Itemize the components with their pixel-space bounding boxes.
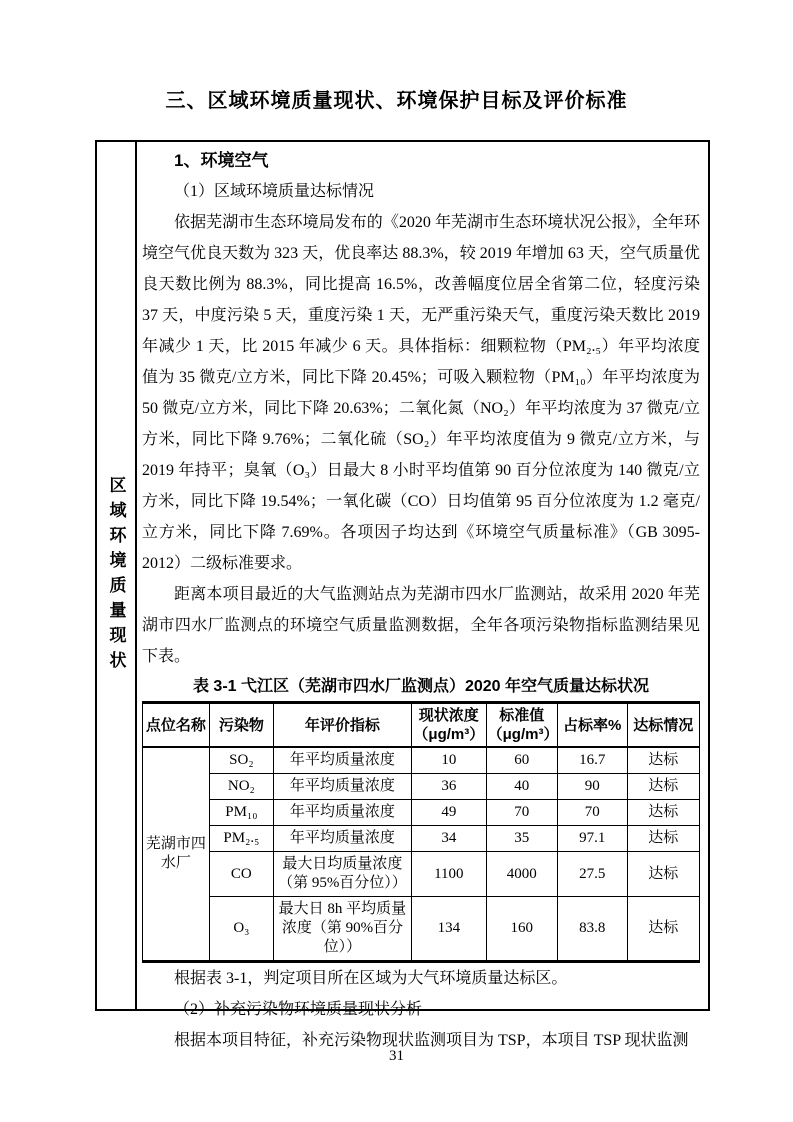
air-quality-table: [142, 701, 700, 963]
standard-cell: 40: [486, 774, 557, 800]
ratio-cell: 16.7: [557, 747, 627, 774]
subheading-supplementary: （2）补充污染物环境质量现状分析: [174, 1001, 423, 1018]
current-cell: 36: [412, 774, 487, 800]
table-row: [143, 747, 700, 774]
pollutant-cell: PM₁₀: [209, 800, 273, 826]
header-current-concentration: 现状浓度（μg/m³）: [412, 703, 487, 748]
indicator-cell: 最大日 8h 平均质量浓度（第 90%百分位））: [273, 897, 411, 962]
current-cell: 134: [412, 897, 487, 962]
main-content: [137, 142, 708, 1049]
page-title: 三、区域环境质量现状、环境保护目标及评价标准: [165, 90, 628, 112]
table-row: [143, 852, 700, 897]
header-standard-value: 标准值（μg/m³）: [486, 703, 557, 748]
status-cell: 达标: [627, 852, 699, 897]
site-name-cell: 芜湖市四水厂: [143, 747, 210, 962]
table-row: [143, 774, 700, 800]
table-caption: 表 3-1 弋江区（芜湖市四水厂监测点）2020 年空气质量达标状况: [192, 678, 650, 695]
ratio-cell: 97.1: [557, 826, 627, 852]
current-cell: 1100: [412, 852, 487, 897]
ratio-cell: 70: [557, 800, 627, 826]
sidebar: [97, 142, 137, 1009]
content-box: [95, 140, 710, 1049]
ratio-cell: 83.8: [557, 897, 627, 962]
indicator-cell: 最大日均质量浓度（第 95%百分位））: [273, 852, 411, 897]
current-cell: 34: [412, 826, 487, 852]
page-number: 31: [389, 1048, 404, 1064]
standard-cell: 160: [486, 897, 557, 962]
paragraph-overview: 依据芜湖市生态环境局发布的《2020 年芜湖市生态环境状况公报》，全年环境空气优良天数为 323 天，优良率达 88.3%，较 2019 年增加 63 天，空气质量优良天数比例为 88.3%，同比提高 16.5%，改善幅度位居全省第二位，轻度污染 37 天，中度污染 5 天，重度污染 1 天，无严重污染天气，重度污染天数比 2019 年减少 1 天，比 2015 年减少 6 天。具体指标：细颗粒物（PM₂.₅）年平均浓度值为 35 微克/立方米，同比下降 20.45%；可吸入颗粒物（PM₁₀）年平均浓度为 50 微克/立方米，同比下降 20.63%；二氧化氮（NO₂）年平均浓度为 37 微克/立方米，同比下降 9.76%；二氧化硫（SO₂）年平均浓度值为 9 微克/立方米，与 2019 年持平；臭氧（O₃）日最大 8 小时平均值第 90 百分位浓度为 140 微克/立方米，同比下降 19.54%；一氧化碳（CO）日均值第 95 百分位浓度为 1.2 毫克/立方米，同比下降 7.69%。各项因子均达到《环境空气质量标准》（GB 3095-2012）二级标准要求。: [142, 214, 700, 572]
pollutant-cell: NO₂: [209, 774, 273, 800]
sidebar-section-label: 区域环境质量现状: [106, 475, 126, 676]
header-pollutant: 污染物: [209, 703, 273, 748]
status-cell: 达标: [627, 774, 699, 800]
standard-cell: 35: [486, 826, 557, 852]
header-status: 达标情况: [627, 703, 699, 748]
current-cell: 10: [412, 747, 487, 774]
indicator-cell: 年平均质量浓度: [273, 747, 411, 774]
header-site: 点位名称: [143, 703, 210, 748]
pollutant-cell: O₃: [209, 897, 273, 962]
header-indicator: 年评价指标: [273, 703, 411, 748]
indicator-cell: 年平均质量浓度: [273, 826, 411, 852]
pollutant-cell: CO: [209, 852, 273, 897]
indicator-cell: 年平均质量浓度: [273, 800, 411, 826]
status-cell: 达标: [627, 826, 699, 852]
ratio-cell: 27.5: [557, 852, 627, 897]
standard-cell: 60: [486, 747, 557, 774]
table-row: [143, 800, 700, 826]
status-cell: 达标: [627, 800, 699, 826]
indicator-cell: 年平均质量浓度: [273, 774, 411, 800]
table-header-row: [143, 703, 700, 748]
pollutant-cell: SO₂: [209, 747, 273, 774]
paragraph-tsp: 根据本项目特征，补充污染物现状监测项目为 TSP，本项目 TSP 现状监测: [174, 1032, 689, 1049]
current-cell: 49: [412, 800, 487, 826]
pollutant-cell: PM₂.₅: [209, 826, 273, 852]
status-cell: 达标: [627, 747, 699, 774]
standard-cell: 70: [486, 800, 557, 826]
note-after-table: 根据表 3-1，判定项目所在区域为大气环境质量达标区。: [174, 970, 568, 987]
paragraph-station: 距离本项目最近的大气监测站点为芜湖市四水厂监测站，故采用 2020 年芜湖市四水厂监测点的环境空气质量监测数据，全年各项污染物指标监测结果见下表。: [142, 586, 700, 665]
status-cell: 达标: [627, 897, 699, 962]
table-row: [143, 897, 700, 962]
subheading-attainment: （1）区域环境质量达标情况: [174, 183, 375, 200]
ratio-cell: 90: [557, 774, 627, 800]
header-ratio: 占标率%: [557, 703, 627, 748]
standard-cell: 4000: [486, 852, 557, 897]
heading-ambient-air: 1、环境空气: [174, 151, 269, 170]
table-row: [143, 826, 700, 852]
